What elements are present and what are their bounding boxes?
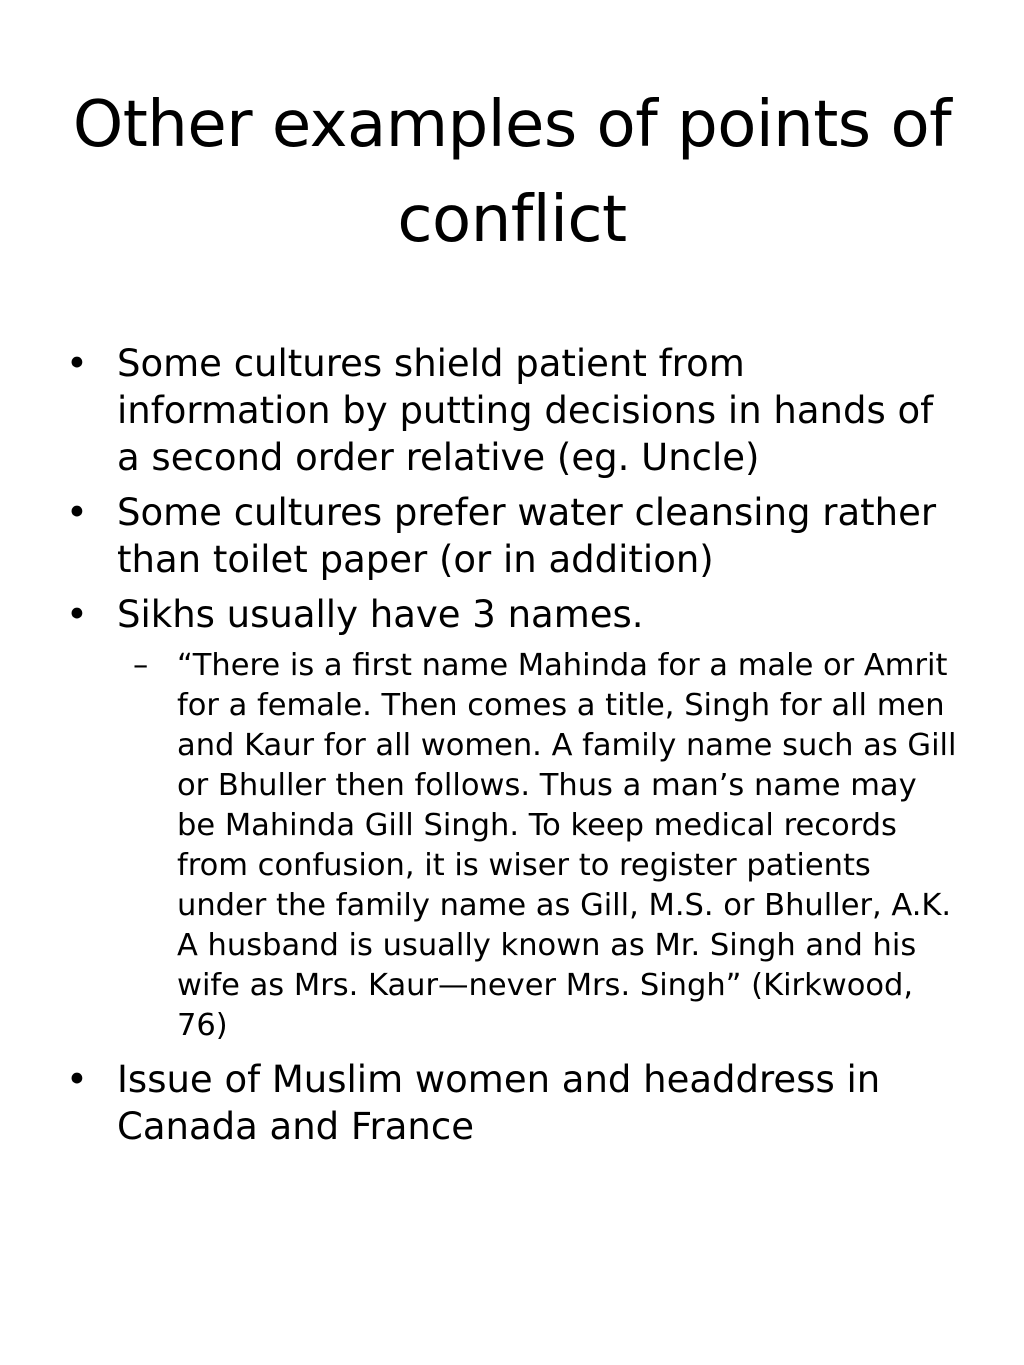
- bullet-list: [60, 340, 960, 1158]
- sub-bullet-list: [60, 646, 960, 1046]
- bullet-item: [60, 340, 960, 481]
- sub-bullet-text: “There is a first name Mahinda for a male or Amrit for a female. Then comes a title, Singh for all men and Kaur for all women. A family name such as Gill or Bhuller then follows. Thus a man’s name may be Mahinda Gill Singh. To keep medical records from confusion, it is wiser to register patients under the family name as Gill, M.S. or Bhuller, A.K. A husband is usually known as Mr. Singh and his wife as Mrs. Kaur—never Mrs. Singh” (Kirkwood, 76): [177, 648, 957, 1043]
- bullet-marker: •: [66, 1058, 88, 1101]
- bullet-item: [60, 489, 960, 583]
- bullet-marker: •: [66, 491, 88, 534]
- bullet-marker: •: [66, 342, 88, 385]
- bullet-text: Some cultures shield patient from information by putting decisions in hands of a second order relative (eg. Uncle): [117, 342, 934, 479]
- bullet-item: [60, 1056, 960, 1150]
- bullet-text: Some cultures prefer water cleansing rather than toilet paper (or in addition): [117, 491, 937, 581]
- sub-bullet-marker: –: [133, 648, 149, 683]
- bullet-text: Issue of Muslim women and headdress in Canada and France: [117, 1058, 881, 1148]
- bullet-item: [60, 591, 960, 638]
- sub-bullet-item: [60, 646, 960, 1046]
- bullet-marker: •: [66, 593, 88, 636]
- slide-title: Other examples of points of conflict: [72, 88, 952, 257]
- bullet-text: Sikhs usually have 3 names.: [117, 593, 644, 636]
